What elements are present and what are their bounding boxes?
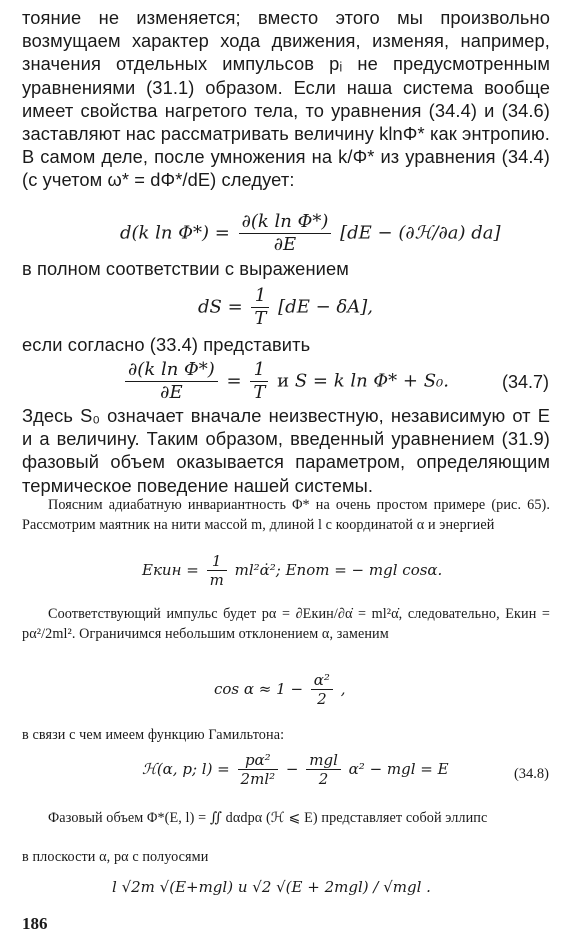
eq6-numerator-1: pα² [238, 752, 279, 770]
eq3-fraction-2 [250, 360, 268, 403]
paragraph-phase-volume: Фазовый объем Φ*(E, l) = ∬ dαdpα (ℋ ⩽ E) представляет собой эллипс [48, 810, 488, 826]
eq7-text: l √2m √(E+mgl) и √2 √(E + 2mgl) / √mgl . [112, 878, 431, 896]
eq1-fraction [239, 212, 332, 255]
eq6-minus: − [285, 760, 299, 779]
eq5-denominator: 2 [317, 690, 327, 709]
eq1-bracket: [dE − (∂ℋ/∂a) da] [340, 222, 501, 244]
eq1-numerator: ∂(k ln Φ*) [239, 212, 332, 234]
paragraph-s0-meaning: Здесь S₀ означает вначале неизвестную, независимую от E и a величину. Таким образом, введенный уравнением (31.9) фазовый объем оказывается параметром, определяющим термическое поведение нашей системы. [22, 405, 550, 496]
eq2-denominator: T [254, 307, 267, 329]
paragraph-hamiltonian-intro: в связи с чем имеем функцию Гамильтона: [22, 727, 285, 743]
paragraph-momentum: Соответствующий импульс будет pα = ∂Eкин/∂α̇ = ml²α̇, следовательно, Eкин = pα²/2ml². Ограничимся небольшим отклонением α, заменим [22, 606, 550, 642]
eq3-denominator-2: T [253, 381, 266, 403]
eq4-denominator: m [209, 571, 224, 590]
eq2-numerator: 1 [251, 286, 269, 308]
eq6-number: (34.8) [513, 766, 549, 782]
eq2-rhs: [dE − δA], [278, 296, 373, 318]
eq4-rhs: ml²α̇²; Eпот = − mgl cosα. [234, 561, 443, 580]
eq6-fraction-1 [238, 752, 279, 788]
paragraph-plane: в плоскости α, pα с полуосями [22, 849, 209, 865]
eq3-denominator-1: ∂E [160, 381, 183, 403]
eq3-conjunction: и [277, 370, 290, 392]
eq5-lhs: cos α ≈ 1 − [214, 680, 304, 699]
page-number: 186 [22, 914, 48, 933]
eq6-fraction-2 [306, 752, 341, 788]
eq3-number: (34.7) [501, 372, 549, 392]
eq3-equals: = [226, 370, 242, 392]
eq1-denominator: ∂E [273, 233, 297, 255]
paragraph-entropy-intro: тояние не изменяется; вместо этого мы произвольно возмущаем характер хода движения, изменяя, например, значения отдельных импульсов pᵢ не предусмотренным уравнениями (31.1) образом. Если наша система вообще имеет свойства нагретого тела, то уравнения (34.4) и (34.6) заставляют нас рассматривать величину klnΦ* как энтропию. В самом деле, после умножения на k/Φ* из уравнения (34.4) (с учетом ω* = dΦ*/dE) следует: [22, 7, 550, 191]
eq2-fraction [251, 286, 269, 329]
eq5-numerator: α² [311, 672, 333, 690]
eq4-numerator: 1 [207, 553, 227, 571]
eq3-numerator-1: ∂(k ln Φ*) [125, 360, 218, 382]
eq6-lhs: ℋ(α, p; l) = [142, 760, 230, 779]
eq4-lhs: Eкин = [142, 561, 199, 580]
eq3-numerator-2: 1 [250, 360, 268, 382]
eq6-rhs: α² − mgl = E [348, 760, 449, 779]
eq4-fraction [207, 553, 227, 589]
paragraph-adiabatic-example: Поясним адиабатную инвариантность Φ* на очень простом примере (рис. 65). Рассмотрим маятник на нити массой m, длиной l с координатой α и энергией [22, 497, 550, 533]
paragraph-if-according: если согласно (33.4) представить [22, 334, 311, 355]
paragraph-in-full-accordance: в полном соответствии с выражением [22, 258, 349, 279]
eq5-fraction [311, 672, 333, 708]
eq6-numerator-2: mgl [306, 752, 341, 770]
eq3-rhs: S = k ln Φ* + S₀. [294, 370, 449, 392]
eq6-denominator-2: 2 [318, 770, 329, 789]
eq5-rhs: , [340, 680, 346, 699]
eq3-fraction-1 [125, 360, 218, 403]
eq1-lhs: d(k ln Φ*) = [120, 222, 230, 244]
eq6-denominator-1: 2ml² [240, 770, 276, 789]
eq2-lhs: dS = [198, 296, 243, 318]
